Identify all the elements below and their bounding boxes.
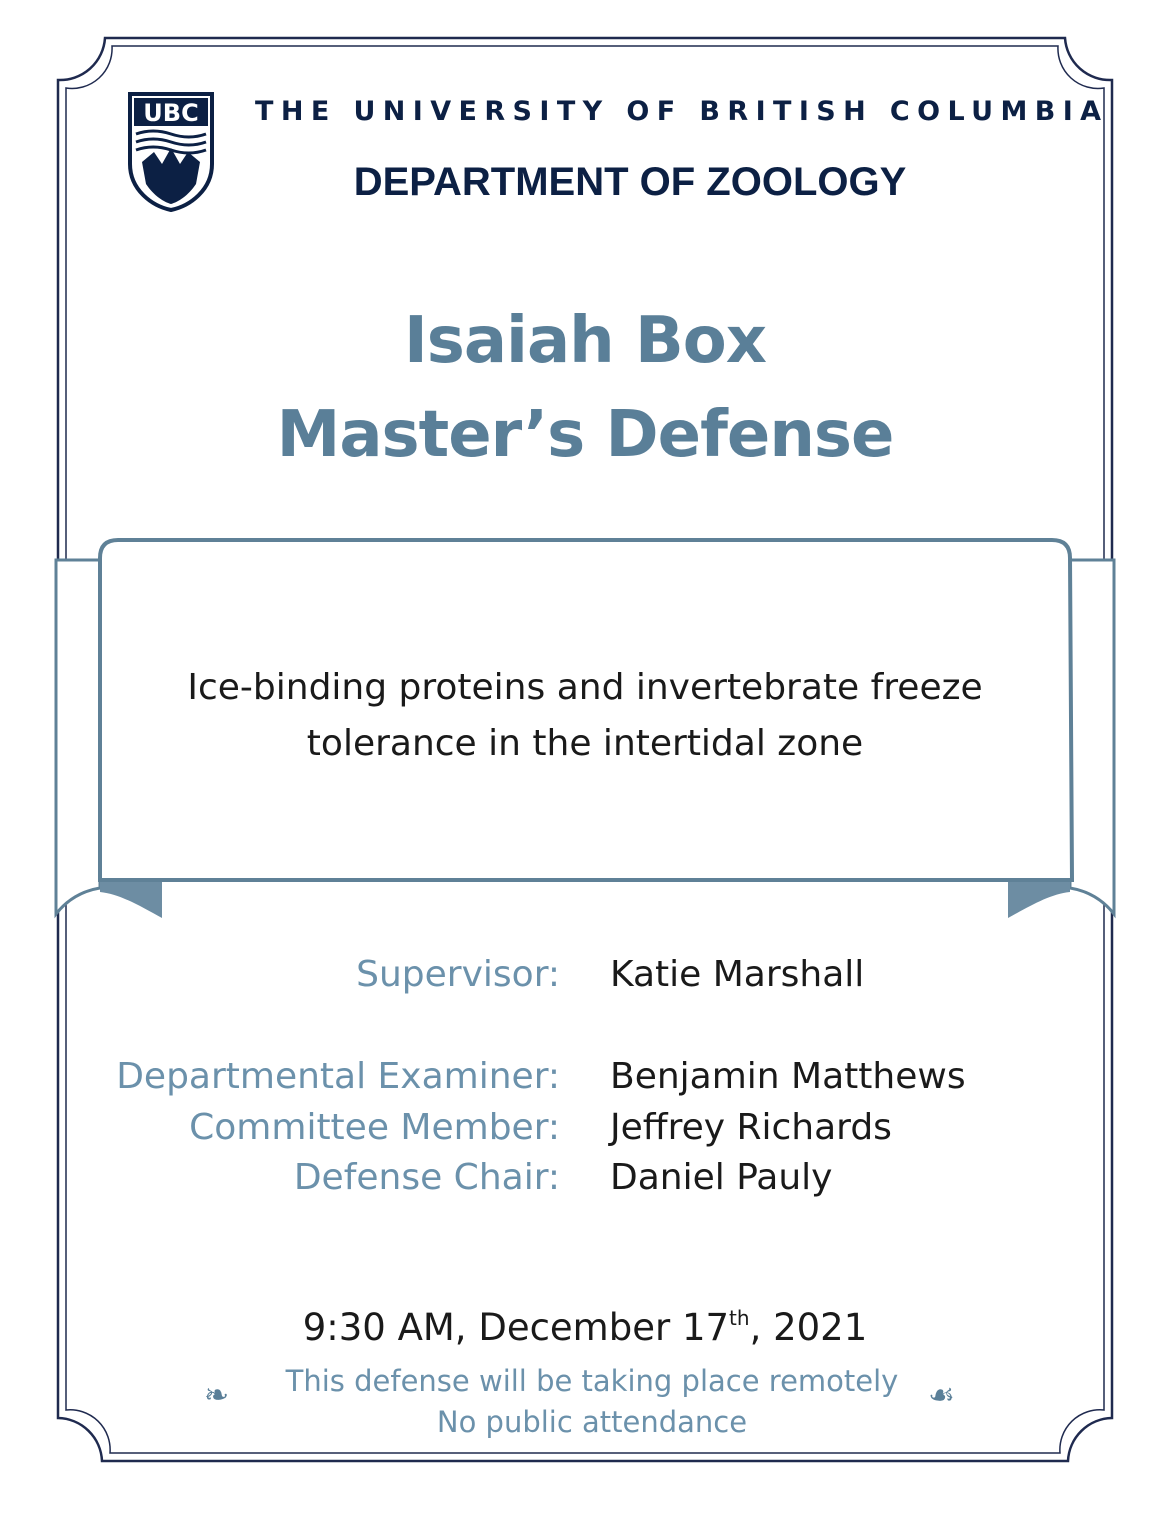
thesis-line-2: tolerance in the intertidal zone [306,723,864,764]
datetime-main: 9:30 AM, December 17 [302,1306,730,1349]
ribbon-left-tab [56,560,100,914]
left-flourish-icon: ❧ [204,1378,230,1413]
ribbon-left-fold [100,876,162,918]
thesis-title [100,660,1070,772]
svg-text:UBC: UBC [143,99,199,127]
right-flourish-icon: ☙ [928,1378,955,1413]
role-defense-chair: Defense Chair: [293,1157,560,1198]
thesis-line-1: Ice-binding proteins and invertebrate freeze [187,667,983,708]
role-departmental-examiner: Departmental Examiner: [116,1056,560,1097]
remote-note: This defense will be taking place remotely [285,1364,899,1398]
name-departmental-examiner: Benjamin Matthews [610,1056,966,1097]
name-defense-chair: Daniel Pauly [610,1157,833,1198]
ribbon-right-tab [1070,560,1114,914]
department-name: DEPARTMENT OF ZOOLOGY [353,160,907,204]
date-ordinal-suffix: th [729,1306,750,1330]
datetime-year: , 2021 [749,1306,868,1349]
ribbon-right-fold [1008,876,1070,918]
name-committee-member: Jeffrey Richards [610,1107,892,1148]
event-title: Master’s Defense [276,398,894,472]
attendance-note: No public attendance [436,1405,748,1439]
name-supervisor: Katie Marshall [610,954,865,995]
event-datetime [0,1306,1170,1349]
ubc-crest-icon [126,92,216,212]
role-committee-member: Committee Member: [189,1107,560,1148]
university-name: THE UNIVERSITY OF BRITISH COLUMBIA [255,96,1109,127]
candidate-name: Isaiah Box [403,304,767,378]
role-supervisor: Supervisor: [356,954,560,995]
